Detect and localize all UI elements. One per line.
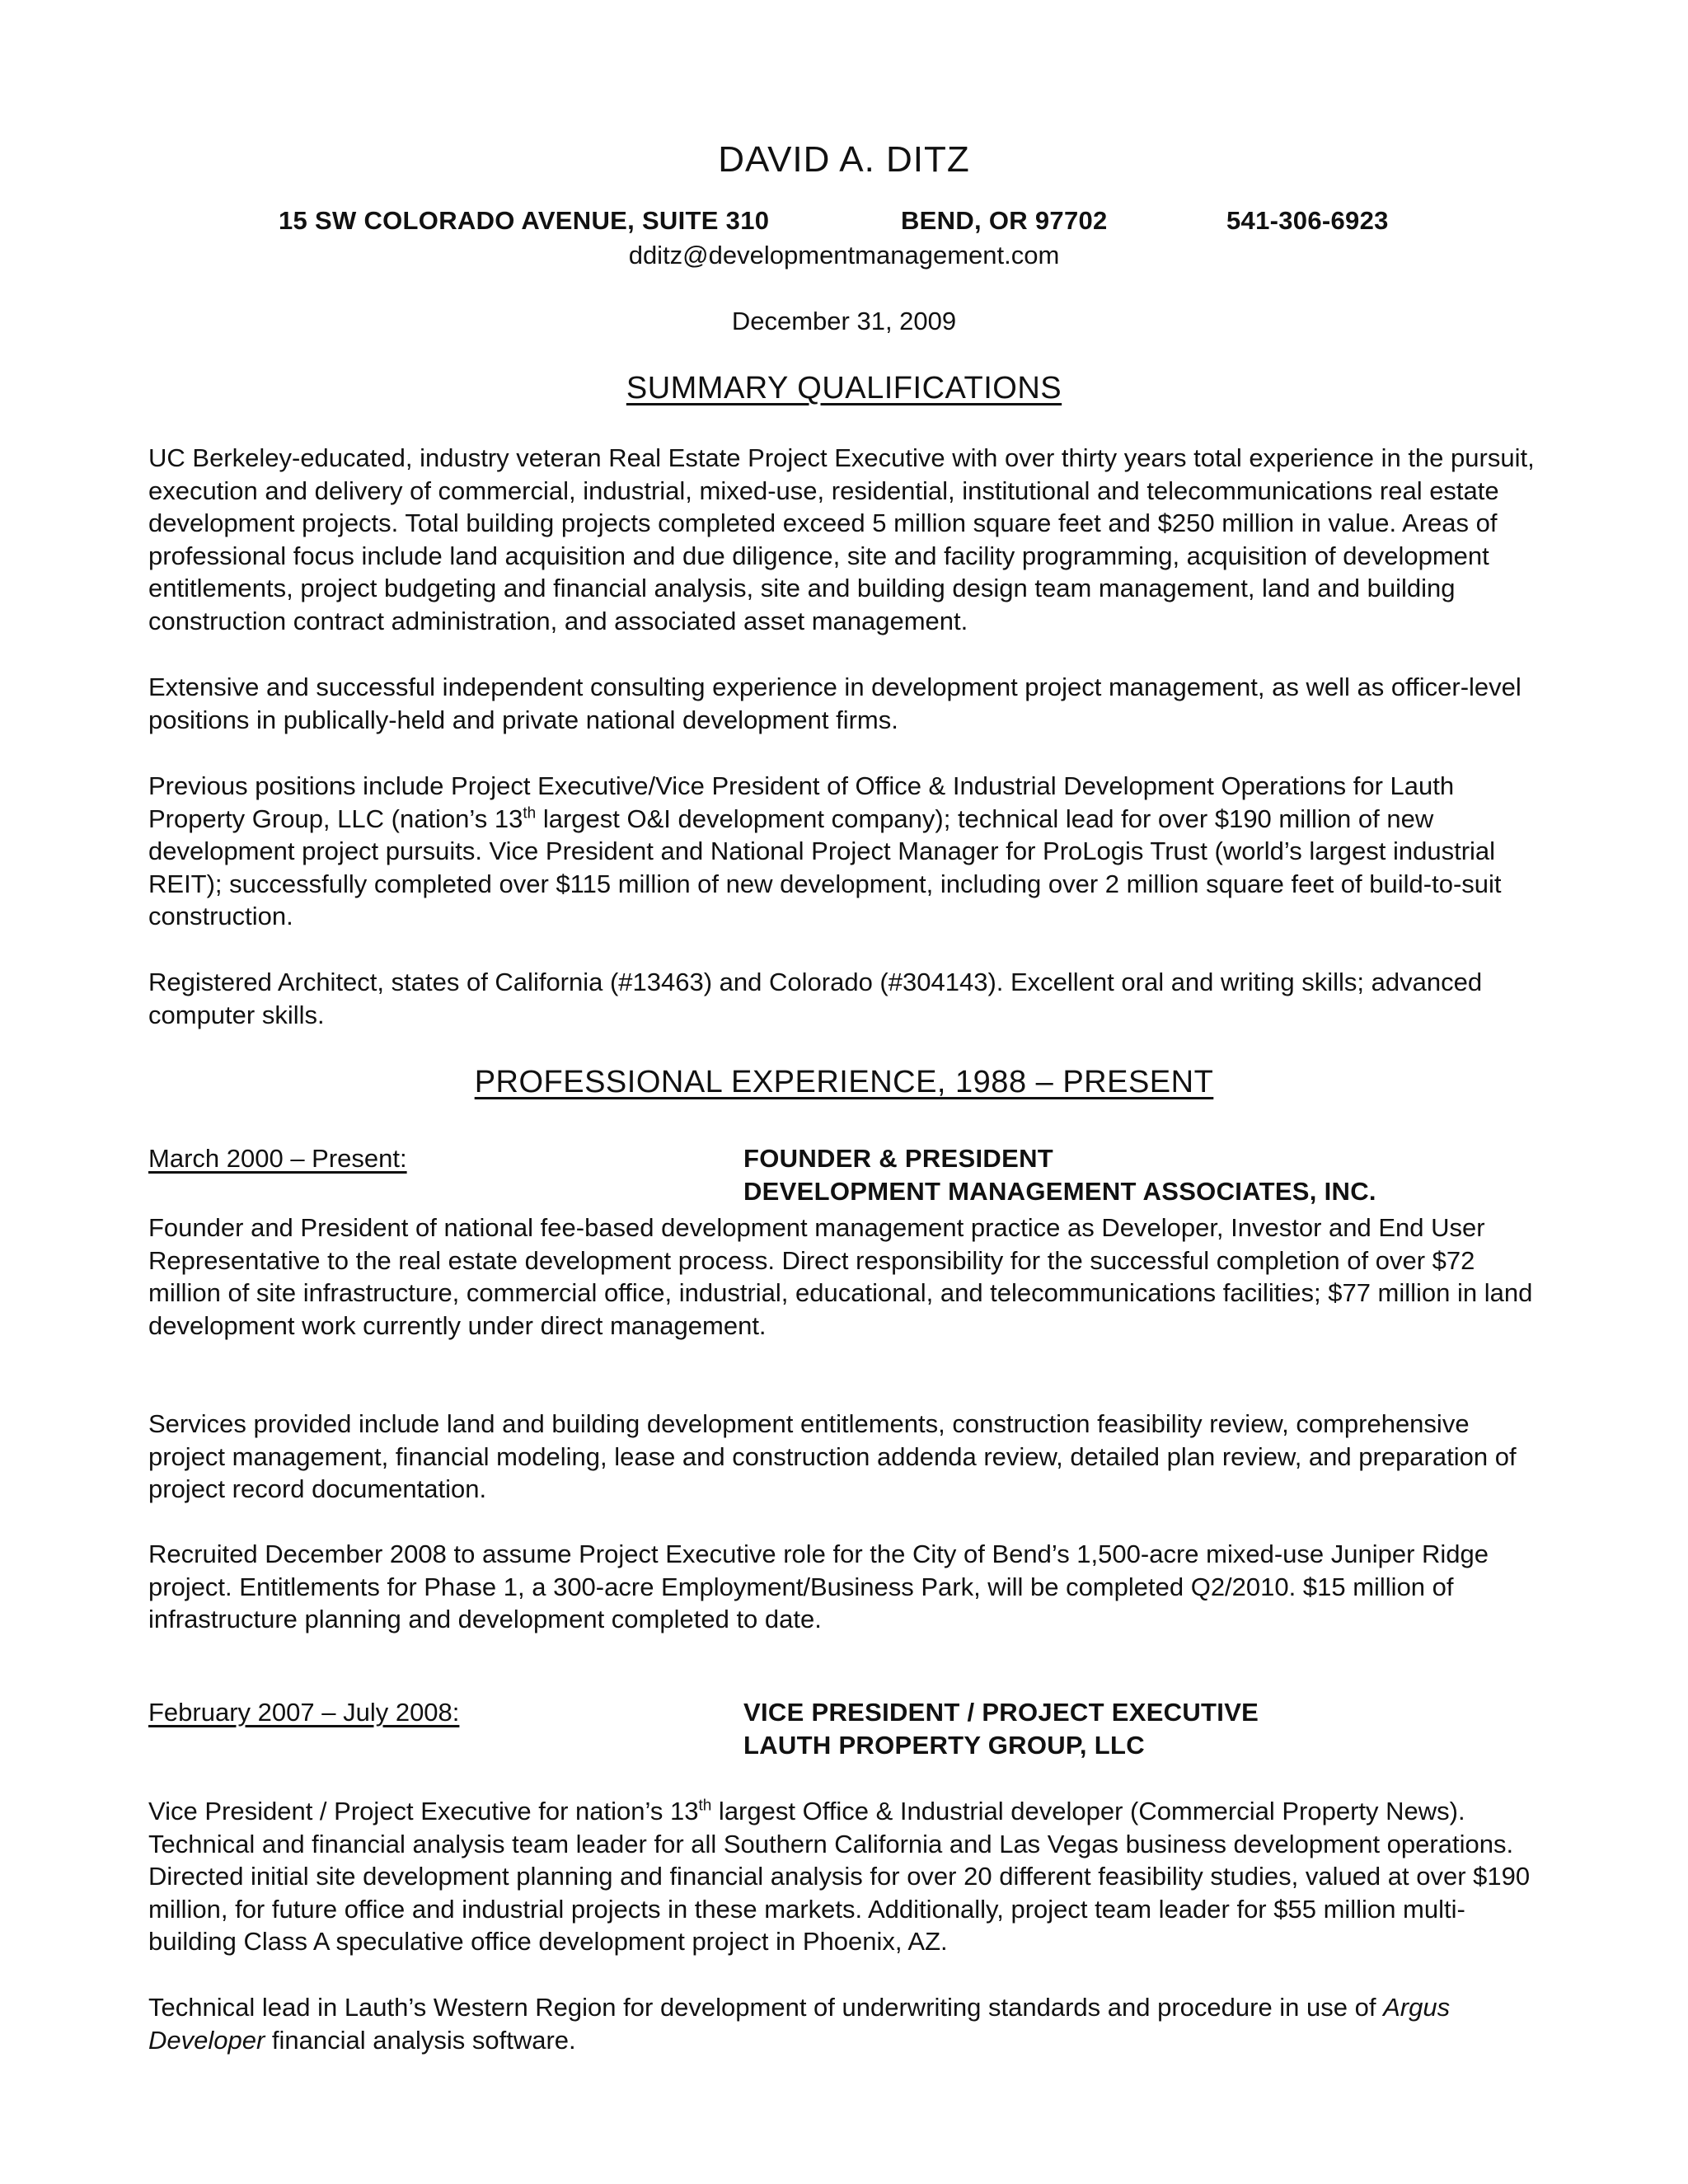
summary-p3-superscript: th [523,804,537,823]
summary-p3-text-a: Previous positions include Project Executive/Vice President of Office & Industrial Development Operations for Lauth Property Group, LLC (nation’s 13 [148,771,1455,833]
job1-title: FOUNDER & PRESIDENT [743,1144,1054,1173]
job2-dates: February 2007 – July 2008: [148,1698,460,1727]
job1-paragraph-1: Founder and President of national fee-based development management practice as Developer, Investor and End User Representative to the real estate development process. Direct responsibility for the successful completion of over $72 million of site infrastructure, commercial office, industrial, educational, and telecommunications facilities; $77 million in land development work currently under direct management. [148,1213,1533,1340]
summary-paragraph-4: Registered Architect, states of California (#13463) and Colorado (#304143). Excellent oral and writing skills; advanced computer skills. [148,968,1483,1029]
contact-city: BEND, OR 97702 [901,206,1108,235]
candidate-name: DAVID A. DITZ [718,139,970,180]
job2-p1-superscript: th [698,1797,712,1815]
job2-p1-text-b: largest Office & Industrial developer (Commercial Property News). Technical and financial analysis team leader for all Southern California and Las Vegas business development operations. Directed initial site development planning and financial analysis for over 20 different feasibility studies, valued at over $190 million, for future office and industrial projects in these markets. Additionally, project team leader for $55 million multi-building Class A speculative office development project in Phoenix, AZ. [148,1797,1531,1957]
contact-address: 15 SW COLORADO AVENUE, SUITE 310 [279,206,770,235]
job2-paragraph-2 [148,1991,1541,2056]
job2-company: LAUTH PROPERTY GROUP, LLC [743,1731,1145,1760]
job2-p2-text-a: Technical lead in Lauth’s Western Region for development of underwriting standards and procedure in use of [148,1993,1384,2022]
job2-title: VICE PRESIDENT / PROJECT EXECUTIVE [743,1698,1259,1727]
summary-heading: SUMMARY QUALIFICATIONS [626,371,1062,405]
summary-paragraph-2: Extensive and successful independent consulting experience in development project management, as well as officer-level positions in publically-held and private national development firms. [148,673,1522,734]
summary-paragraph-3 [148,770,1541,933]
summary-paragraph-1: UC Berkeley-educated, industry veteran Real Estate Project Executive with over thirty years total experience in the pursuit, execution and delivery of commercial, industrial, mixed-use, residential, institutional and telecommunications real estate development projects. Total building projects completed exceed 5 million square feet and $250 million in value. Areas of professional focus include land acquisition and due diligence, site and facility programming, acquisition of development entitlements, project budgeting and financial analysis, site and building design team management, land and building construction contract administration, and associated asset management. [148,443,1535,635]
job1-dates: March 2000 – Present: [148,1144,407,1173]
contact-email: dditz@developmentmanagement.com [628,241,1060,269]
job1-paragraph-3: Recruited December 2008 to assume Project Executive role for the City of Bend’s 1,500-acre mixed-use Juniper Ridge project. Entitlements for Phase 1, a 300-acre Employment/Business Park, will be completed Q2/2010. $15 million of infrastructure planning and development completed to date. [148,1540,1489,1634]
job2-paragraph-1 [148,1795,1541,1958]
document-date: December 31, 2009 [731,307,957,335]
job1-paragraph-2: Services provided include land and building development entitlements, construction feasibility review, comprehensive project management, financial modeling, lease and construction addenda review, detailed plan review, and preparation of project record documentation. [148,1409,1517,1504]
experience-heading: PROFESSIONAL EXPERIENCE, 1988 – PRESENT [474,1065,1214,1099]
job1-company: DEVELOPMENT MANAGEMENT ASSOCIATES, INC. [743,1177,1376,1206]
job2-p2-text-b: financial analysis software. [265,2025,576,2055]
summary-p3-text-b: largest O&I development company); technical lead for over $190 million of new development project pursuits. Vice President and National Project Manager for ProLogis Trust (world’s largest industrial REIT); successfully completed over $115 million of new development, including over 2 million square feet of build-to-suit construction. [148,804,1502,931]
job2-p1-text-a: Vice President / Project Executive for nation’s 13 [148,1797,699,1825]
job2-p2-software-name: Argus Developer [148,1993,1451,2055]
contact-phone: 541-306-6923 [1226,206,1389,235]
